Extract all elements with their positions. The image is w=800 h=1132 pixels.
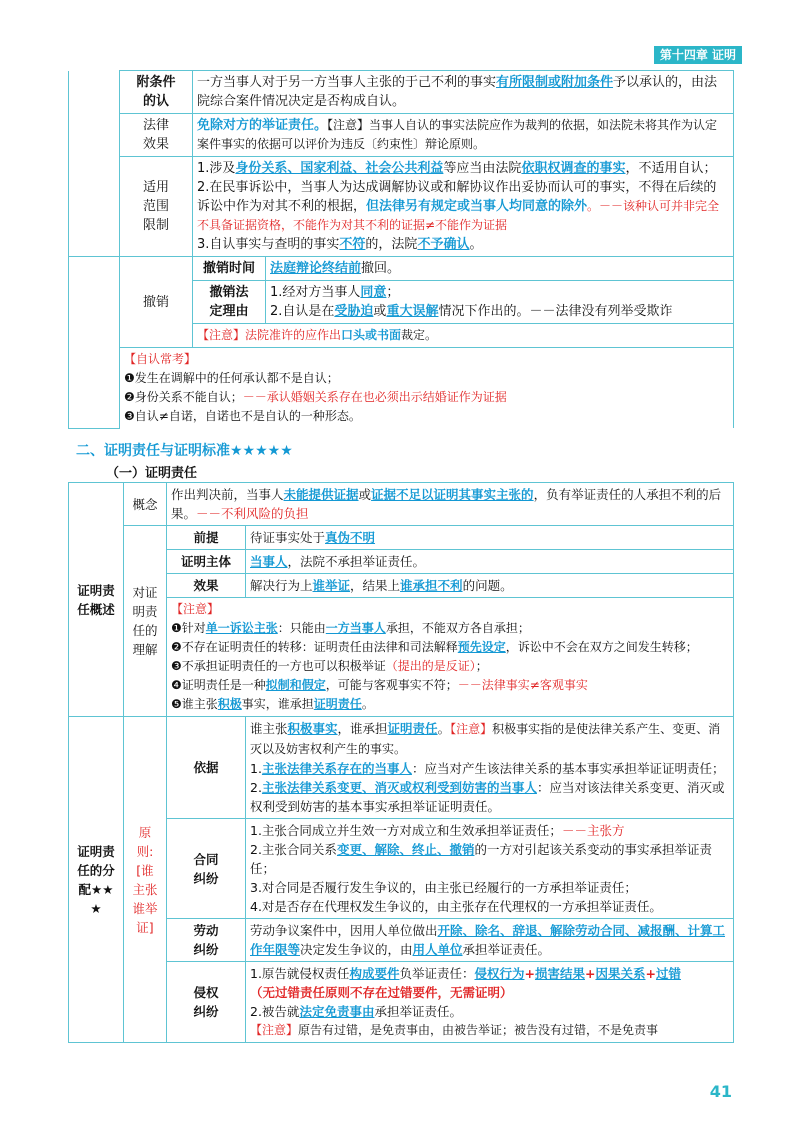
page-number: 41 [709,1082,732,1101]
sub-content: 谁主张积极事实，谁承担证明责任。【注意】积极事实指的是使法律关系产生、变更、消灭以及妨害权利产生的事实。 1.主张法律关系存在的当事人：应当对产生该法律关系的基本事实承担举证证明责任； 2.主张法律关系变更、消灭或权利受到妨害的当事人：应当对该法律关系变更、消灭或权利受到妨害的基本事实承担举证证明责任。 [246,717,734,819]
table-row [69,483,734,526]
row-label: 证明责 任的分 配★★ ★ [69,717,124,1043]
table-row [69,962,734,1043]
admission-table [68,70,734,429]
row-content: 免除对方的举证责任。【注意】当事人自认的事实法院应作为裁判的依据，如法院未将其作为认定案件事实的依据可以评价为违反〔约束性〕辩论原则。 [193,114,734,157]
sub-content: 1.经对方当事人同意； 2.自认是在受胁迫或重大误解情况下作出的。－－法律没有列举受欺诈 [266,281,734,324]
table-row [69,717,734,819]
sub-label: 侵权 纠纷 [167,962,246,1043]
sub-content: 解决行为上谁举证，结果上谁承担不利的问题。 [246,574,734,598]
sub-label: 依据 [167,717,246,819]
sub-label: 效果 [167,574,246,598]
table-row [69,157,734,257]
note-box: 【注意】 ❶针对单一诉讼主张：只能由一方当事人承担，不能双方各自承担； ❷不存在证明责任的转移：证明责任由法律和司法解释预先设定，诉讼中不会在双方之间发生转移； ❸不承担证明责任的一方也可以积极举证（提出的是反证）； ❹证明责任是一种拟制和假定，可能与客观事实不符；－－法律事实≠客观事实 ❺谁主张积极事实，谁承担证明责任。 [167,598,734,717]
understanding-label: 对证 明责 任的 理解 [124,526,167,717]
note-box: 【自认常考】 ❶发生在调解中的任何承认都不是自认； ❷身份关系不能自认；－－承认婚姻关系存在也必须出示结婚证作为证据 ❸自认≠自诺，自诺也不是自认的一种形态。 [120,348,734,429]
table-row [69,819,734,919]
row-label: 法律 效果 [120,114,193,157]
sub-label: 劳动 纠纷 [167,919,246,962]
row-content: 一方当事人对于另一方当事人主张的于己不利的事实有所限制或附加条件予以承认的，由法院综合案件情况决定是否构成自认。 [193,71,734,114]
row-label: 附条件 的认 [120,71,193,114]
table-row [69,574,734,598]
sub-content: 当事人，法院不承担举证责任。 [246,550,734,574]
sub-content: 劳动争议案件中，因用人单位做出开除、除名、辞退、解除劳动合同、减报酬、计算工作年限等决定发生争议的，由用人单位承担举证责任。 [246,919,734,962]
note-cell: 【注意】法院准许的应作出口头或书面裁定。 [193,324,734,348]
sub-content: 1.原告就侵权责任构成要件负举证责任：侵权行为+损害结果+因果关系+过错 （无过错责任原则不存在过错要件，无需证明） 2.被告就法定免责事由承担举证责任。 【注意】原告有过错，是免责事由，由被告举证；被告没有过错，不是免责事 [246,962,734,1043]
sub-label: 合同 纠纷 [167,819,246,919]
concept-label: 概念 [124,483,167,526]
table-row [69,348,734,429]
empty-cell [69,71,120,257]
section-title: 二、证明责任与证明标准★★★★★ [76,443,293,459]
sub-label: 撤销时间 [193,257,266,281]
table-row [69,598,734,717]
table-row [69,550,734,574]
row-label: 证明责 任概述 [69,483,124,717]
sub-content: 1.主张合同成立并生效一方对成立和生效承担举证责任；－－主张方 2.主张合同关系变更、解除、终止、撤销的一方对引起该关系变动的事实承担举证责任； 3.对合同是否履行发生争议的，由主张已经履行的一方承担举证责任； 4.对是否存在代理权发生争议的，由主张存在代理权的一方承担举证责任。 [246,819,734,919]
chapter-header-tag: 第十四章 证明 [654,46,742,64]
table-row [69,257,734,281]
sub-content: 待证事实处于真伪不明 [246,526,734,550]
row-content: 1.涉及身份关系、国家利益、社会公共利益等应当由法院依职权调查的事实，不适用自认； 2.在民事诉讼中，当事人为达成调解协议或和解协议作出妥协而认可的事实，不得在后续的诉讼中作为对其不利的根据，但法律另有规定或当事人均同意的除外。－－该种认可并非完全不具备证据资格，不能作为对其不利的证据≠不能作为证据 3.自认事实与查明的事实不符的，法院不予确认。 [193,157,734,257]
table-row [69,114,734,157]
row-label: 撤销 [120,257,193,348]
sub-content: 法庭辩论终结前撤回。 [266,257,734,281]
empty-cell [69,257,120,429]
sub-label: 证明主体 [167,550,246,574]
table-row [69,526,734,550]
table-row [69,71,734,114]
subsection-title: （一）证明责任 [106,466,198,481]
burden-table [68,482,734,1043]
sub-label: 前提 [167,526,246,550]
table-row [69,919,734,962]
row-label: 适用 范围 限制 [120,157,193,257]
principle-label: 原 则: [谁 主张 谁举 证] [124,717,167,1043]
sub-label: 撤销法 定理由 [193,281,266,324]
concept-content: 作出判决前，当事人未能提供证据或证据不足以证明其事实主张的，负有举证责任的人承担不利的后果。－－不利风险的负担 [167,483,734,526]
